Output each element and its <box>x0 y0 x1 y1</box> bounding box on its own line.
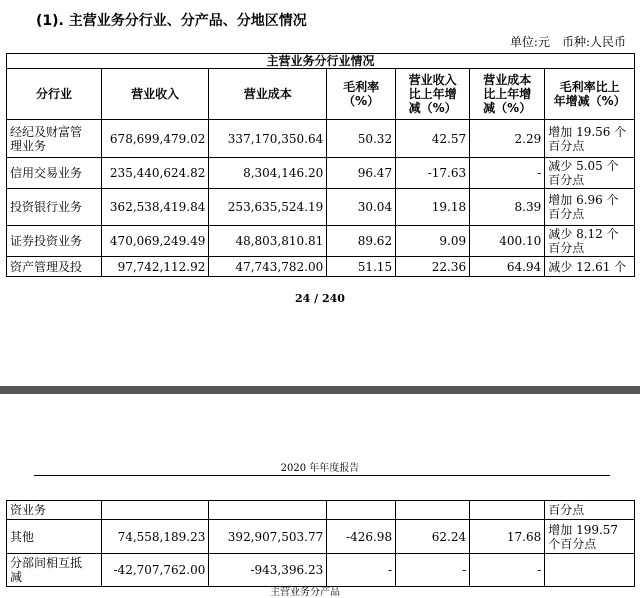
cell-gross-margin: 89.62 <box>327 226 396 257</box>
cell-segment: 分部间相互抵 减 <box>7 554 102 587</box>
table-row <box>7 158 635 189</box>
header-segment: 分行业 <box>7 69 102 120</box>
cell-margin-change: 减少 12.61 个 <box>545 257 635 277</box>
cell-cost <box>209 501 327 520</box>
table-title: 主营业务分行业情况 <box>7 54 635 69</box>
cell-cost-change: 64.94 <box>470 257 545 277</box>
cell-margin-change: 减少 5.05 个 百分点 <box>545 158 635 189</box>
cell-revenue-change <box>396 501 470 520</box>
cell-segment: 资产管理及投 <box>7 257 102 277</box>
cell-gross-margin: -426.98 <box>327 520 396 554</box>
cell-cost-change: 8.39 <box>470 189 545 226</box>
cell-cost: 8,304,146.20 <box>209 158 327 189</box>
header-cost: 营业成本 <box>209 69 327 120</box>
table-row <box>7 554 635 587</box>
cell-cost-change: 2.29 <box>470 120 545 158</box>
cell-cost-change: - <box>470 554 545 587</box>
header-gross-margin: 毛利率 （%） <box>327 69 396 120</box>
cell-revenue-change: - <box>396 554 470 587</box>
cell-cost: 253,635,524.19 <box>209 189 327 226</box>
header-margin-change: 毛利率比上 年增减（%） <box>545 69 635 120</box>
cell-segment: 投资银行业务 <box>7 189 102 226</box>
cell-segment: 证券投资业务 <box>7 226 102 257</box>
cell-margin-change: 增加 6.96 个 百分点 <box>545 189 635 226</box>
cell-revenue <box>101 501 208 520</box>
cell-revenue-change: 19.18 <box>396 189 470 226</box>
cell-revenue: -42,707,762.00 <box>101 554 208 587</box>
table-row <box>7 501 635 520</box>
cell-revenue-change: 9.09 <box>396 226 470 257</box>
cell-revenue: 678,699,479.02 <box>101 120 208 158</box>
cell-revenue: 362,538,419.84 <box>101 189 208 226</box>
cell-segment: 资业务 <box>7 501 102 520</box>
cell-revenue-change: -17.63 <box>396 158 470 189</box>
cell-cost-change: 400.10 <box>470 226 545 257</box>
segment-revenue-table-continued <box>6 500 635 587</box>
cell-gross-margin: 30.04 <box>327 189 396 226</box>
cell-segment: 信用交易业务 <box>7 158 102 189</box>
report-title: 2020 年年度报告 <box>280 463 360 474</box>
header-cost-change: 营业成本 比上年增 减（%） <box>470 69 545 120</box>
cell-margin-change: 增加 199.57 个百分点 <box>545 520 635 554</box>
cell-revenue-change: 62.24 <box>396 520 470 554</box>
unit-currency-line: 单位:元 币种:人民币 <box>509 35 626 49</box>
header-revenue: 营业收入 <box>101 69 208 120</box>
cell-cost-change <box>470 501 545 520</box>
cell-cost: 47,743,782.00 <box>209 257 327 277</box>
table-row <box>7 189 635 226</box>
cell-revenue: 470,069,249.49 <box>101 226 208 257</box>
table-row <box>7 226 635 257</box>
cell-cost: -943,396.23 <box>209 554 327 587</box>
segment-revenue-table <box>6 53 635 277</box>
cell-margin-change: 减少 8.12 个 百分点 <box>545 226 635 257</box>
cell-revenue: 74,558,189.23 <box>101 520 208 554</box>
cell-margin-change: 百分点 <box>545 501 635 520</box>
cell-cost: 337,170,350.64 <box>209 120 327 158</box>
table-row <box>7 520 635 554</box>
cell-gross-margin: 50.32 <box>327 120 396 158</box>
cell-gross-margin: - <box>327 554 396 587</box>
section-heading: (1). 主营业务分行业、分产品、分地区情况 <box>36 13 307 29</box>
cell-cost-change: - <box>470 158 545 189</box>
cell-revenue: 97,742,112.92 <box>101 257 208 277</box>
cell-revenue: 235,440,624.82 <box>101 158 208 189</box>
next-section-fragment: 主营业务分产品 <box>270 587 340 598</box>
table-header-row <box>7 69 635 120</box>
cell-margin-change: 增加 19.56 个 百分点 <box>545 120 635 158</box>
cell-segment: 其他 <box>7 520 102 554</box>
cell-segment: 经纪及财富管 理业务 <box>7 120 102 158</box>
cell-cost: 392,907,503.77 <box>209 520 327 554</box>
table-row <box>7 120 635 158</box>
header-revenue-change: 营业收入 比上年增 减（%） <box>396 69 470 120</box>
cell-cost-change: 17.68 <box>470 520 545 554</box>
cell-cost: 48,803,810.81 <box>209 226 327 257</box>
cell-revenue-change: 42.57 <box>396 120 470 158</box>
cell-revenue-change: 22.36 <box>396 257 470 277</box>
cell-gross-margin: 51.15 <box>327 257 396 277</box>
page-break-divider <box>0 386 640 394</box>
cell-gross-margin <box>327 501 396 520</box>
cell-gross-margin: 96.47 <box>327 158 396 189</box>
page-number: 24 / 240 <box>295 292 345 305</box>
table-row <box>7 257 635 277</box>
header-rule <box>34 475 610 476</box>
cell-margin-change <box>545 554 635 587</box>
